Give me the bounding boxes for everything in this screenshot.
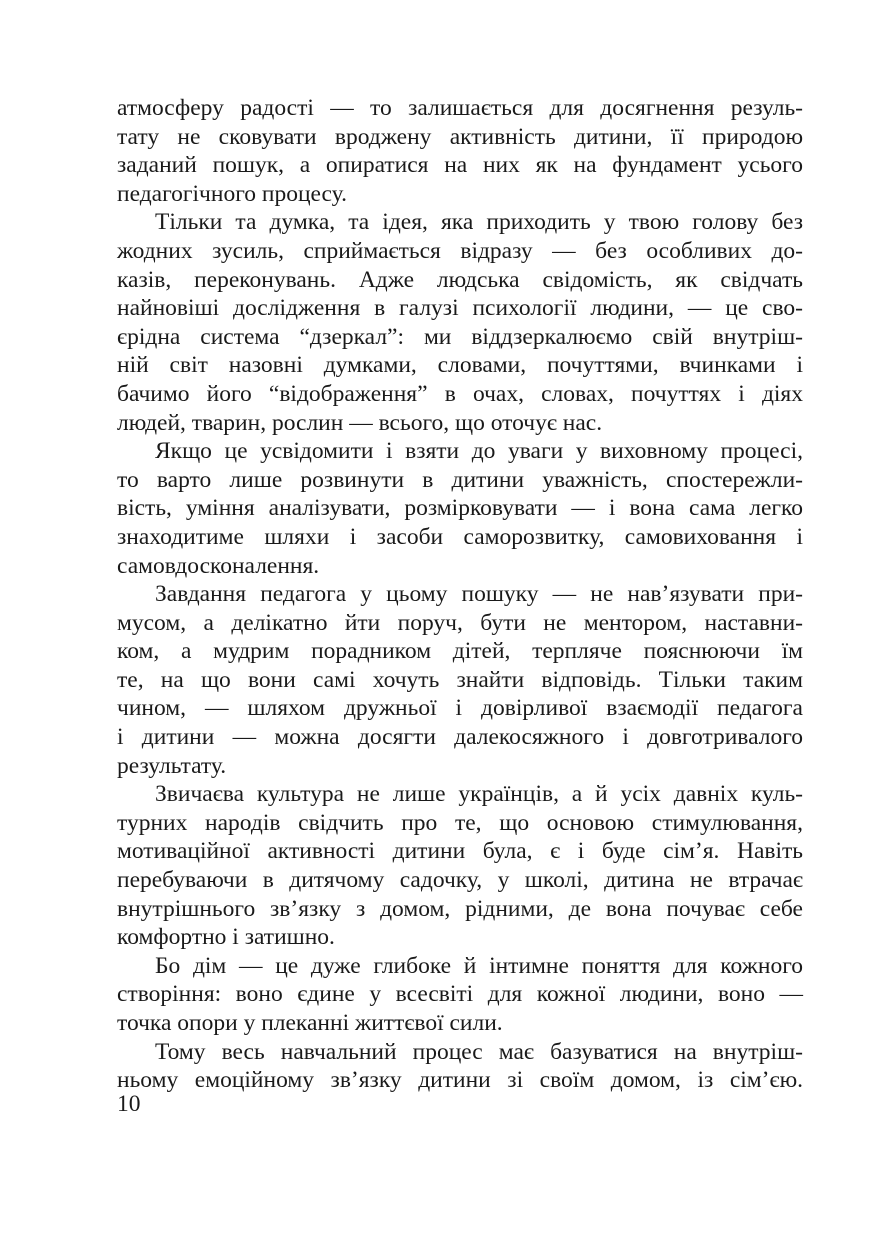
text-line: ком, а мудрим порадником дітей, терпляче пояснюючи їм: [117, 638, 803, 665]
paragraph: [117, 952, 803, 1038]
text-line: внутрішнього зв’язку з домом, рідними, де вона почуває себе: [117, 895, 803, 922]
text-line: самовдосконалення.: [117, 552, 320, 579]
text-line: мотиваційної активності дитини була, є і буде сім’я. Навіть: [117, 838, 803, 865]
text-line: Звичаєва культура не лише українців, а й усіх давніх куль-: [155, 781, 803, 808]
text-line: ньому емоційному зв’язку дитини зі своїм домом, із сім’єю.: [117, 1067, 803, 1094]
text-line: мусом, а делікатно йти поруч, бути не ментором, наставни-: [117, 609, 803, 636]
text-line: перебуваючи в дитячому садочку, у школі, дитина не втрачає: [117, 867, 803, 894]
text-line: бачимо його “відображення” в очах, словах, почуттях і діях: [117, 380, 803, 407]
text-line: то варто лише розвинути в дитини уважність, спостережли-: [117, 466, 803, 493]
text-line: Тому весь навчальний процес має базуватися на внутріш-: [155, 1038, 803, 1065]
paragraph: [117, 780, 803, 952]
text-line: результату.: [117, 752, 227, 779]
text-line: єрідна система “дзеркал”: ми віддзеркалюємо свій внутріш-: [117, 323, 803, 350]
paragraph: [117, 437, 803, 580]
text-line: Якщо це усвідомити і взяти до уваги у виховному процесі,: [155, 438, 803, 465]
text-line: турних народів свідчить про те, що основою стимулювання,: [117, 809, 803, 836]
text-line: людей, тварин, рослин — всього, що оточує нас.: [117, 409, 603, 436]
page-number: 10: [117, 1091, 141, 1117]
text-line: і дитини — можна досягти далекосяжного і довготривалого: [117, 724, 803, 751]
text-line: точка опори у плеканні життєвої сили.: [117, 1010, 503, 1036]
text-line: вість, уміння аналізувати, розмірковувати — і вона сама легко: [117, 495, 803, 522]
paragraph: [117, 1038, 803, 1095]
paragraph: [117, 94, 803, 208]
paragraph: [117, 580, 803, 780]
text-line: Тільки та думка, та ідея, яка приходить у твою голову без: [155, 209, 803, 236]
text-line: знаходитиме шляхи і засоби саморозвитку, самовиховання і: [117, 523, 803, 550]
text-line: Завдання педагога у цьому пошуку — не нав’язувати при-: [155, 581, 803, 608]
text-line: казів, переконувань. Адже людська свідомість, як свідчать: [117, 266, 803, 293]
text-line: тату не сковувати вроджену активність дитини, її природою: [117, 123, 803, 150]
body-text: [117, 94, 803, 1095]
text-line: найновіші дослідження в галузі психології людини, — це сво-: [117, 295, 803, 322]
text-line: створіння: воно єдине у всесвіті для кожної людини, воно —: [117, 981, 803, 1008]
text-line: педагогічного процесу.: [117, 180, 347, 207]
text-line: чином, — шляхом дружньої і довірливої взаємодії педагога: [117, 695, 803, 722]
text-line: Бо дім — це дуже глибоке й інтимне поняття для кожного: [155, 952, 803, 979]
text-line: жодних зусиль, сприймається відразу — без особливих до-: [117, 237, 803, 264]
text-line: комфортно і затишно.: [117, 924, 335, 951]
text-line: ній світ назовні думками, словами, почуттями, вчинками і: [117, 352, 803, 379]
paragraph: [117, 208, 803, 437]
text-line: атмосферу радості — то залишається для досягнення резуль-: [117, 95, 803, 121]
text-line: заданий пошук, а опиратися на них як на фундамент усього: [117, 152, 803, 179]
text-line: те, на що вони самі хочуть знайти відповідь. Тільки таким: [117, 666, 803, 693]
